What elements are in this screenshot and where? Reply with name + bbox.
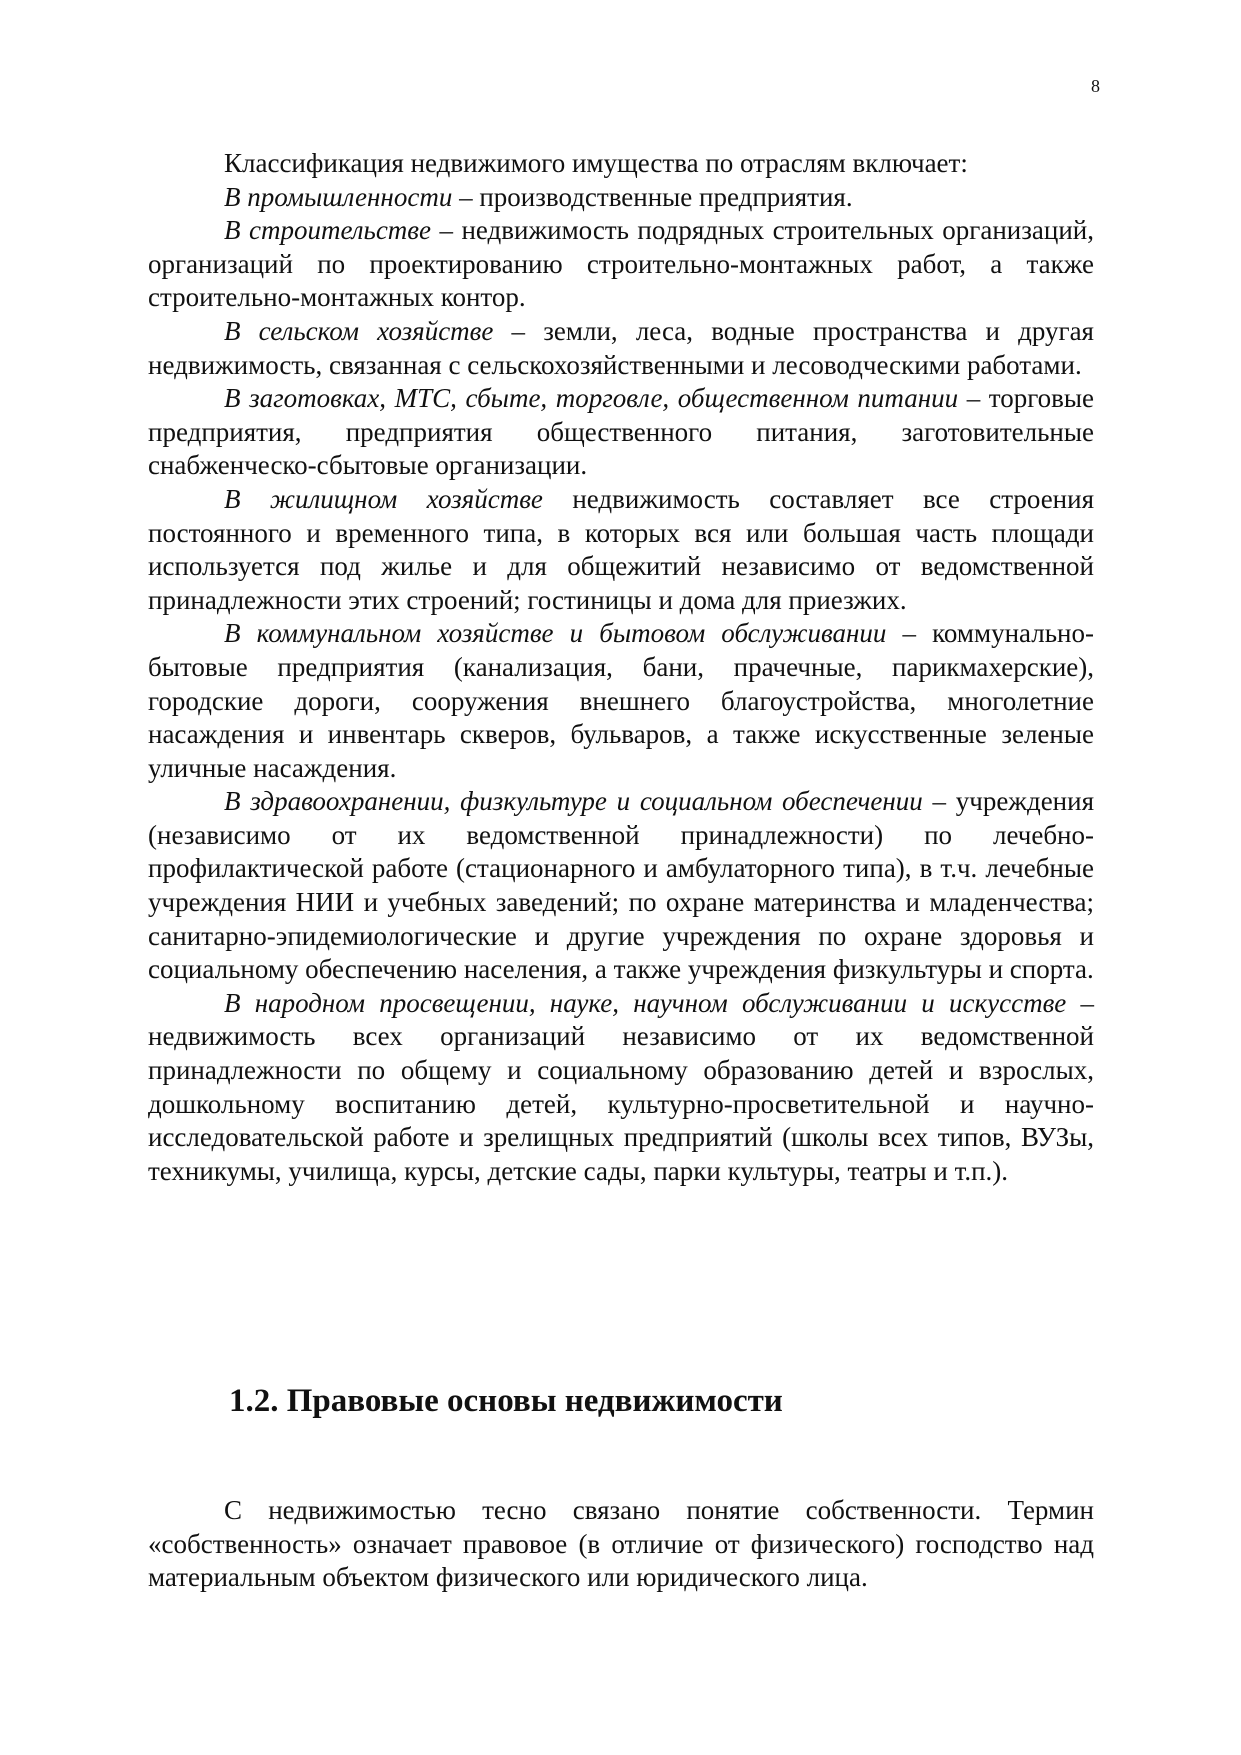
category-lead: В жилищном хозяйстве [224,483,543,514]
category-lead: В коммунальном хозяйстве и бытовом обслуживании [224,618,887,649]
category-text: – производственные предприятия. [452,181,853,212]
section-heading: 1.2. Правовые основы недвижимости [229,1383,783,1419]
intro-paragraph: Классификация недвижимого имущества по отраслям включает: [224,148,968,178]
page-number: 8 [1091,76,1100,96]
category-lead: В промышленности [224,181,453,212]
category-text: – коммунально-бытовые предприятия (канализация, бани, прачечные, парикмахерские), городские дороги, сооружения внешнего благоустройства, многолетние насаждения и инвентарь скверов, бульваров, а также искусственные зеленые уличные насаждения. [148,618,1094,783]
category-lead: В здравоохранении, физкультуре и социальном обеспечении [224,786,923,817]
category-industry [148,181,1094,215]
category-text: – торговые предприятия, предприятия общественного питания, заготовительные снабженческо-сбытовые организации. [148,383,1095,481]
category-housing [148,483,1094,617]
category-text: – учреждения (независимо от их ведомственной принадлежности) по лечебно-профилактической работе (стационарного и амбулаторного типа), в т.ч. лечебные учреждения НИИ и учебных заведений; по охране материнства и младенчества; санитарно-эпидемиологические и другие учреждения по охране здоровья и социальному обеспечению населения, а также учреждения физкультуры и спорта. [148,786,1094,985]
category-healthcare [148,785,1094,987]
category-lead: В сельском хозяйстве [224,315,494,346]
category-communal [148,617,1094,785]
category-text: – недвижимость всех организаций независимо от их ведомственной принадлежности по общему и социальному образованию детей и взрослых, дошкольному воспитанию детей, культурно-просветительной и научно-исследовательской работе и зрелищных предприятий (школы всех типов, ВУЗы, техникумы, училища, курсы, детские сады, парки культуры, театры и т.п.). [148,987,1094,1186]
category-lead: В народном просвещении, науке, научном обслуживании и искусстве [224,987,1067,1018]
ownership-section [148,1494,1094,1595]
classification-section [148,147,1094,1188]
category-education [148,987,1094,1189]
category-lead: В строительстве [224,215,432,246]
category-agriculture [148,315,1094,382]
category-construction [148,214,1094,315]
category-text: – недвижимость подрядных строительных организаций, организаций по проектированию строительно-монтажных работ, а также строительно-монтажных контор. [148,215,1094,313]
category-text: недвижимость составляет все строения постоянного и временного типа, в которых вся или большая часть площади используется под жилье и для общежитий независимо от ведомственной принадлежности этих строений; гостиницы и дома для приезжих. [148,483,1094,615]
closing-paragraph: С недвижимостью тесно связано понятие собственности. Термин «собственность» означает правовое (в отличие от физического) господство над материальным объектом физического или юридического лица. [148,1495,1094,1593]
category-trade [148,382,1094,483]
category-lead: В заготовках, МТС, сбыте, торговле, общественном питании [224,383,959,414]
category-text: – земли, леса, водные пространства и другая недвижимость, связанная с сельскохозяйственными и лесоводческими работами. [148,315,1094,380]
